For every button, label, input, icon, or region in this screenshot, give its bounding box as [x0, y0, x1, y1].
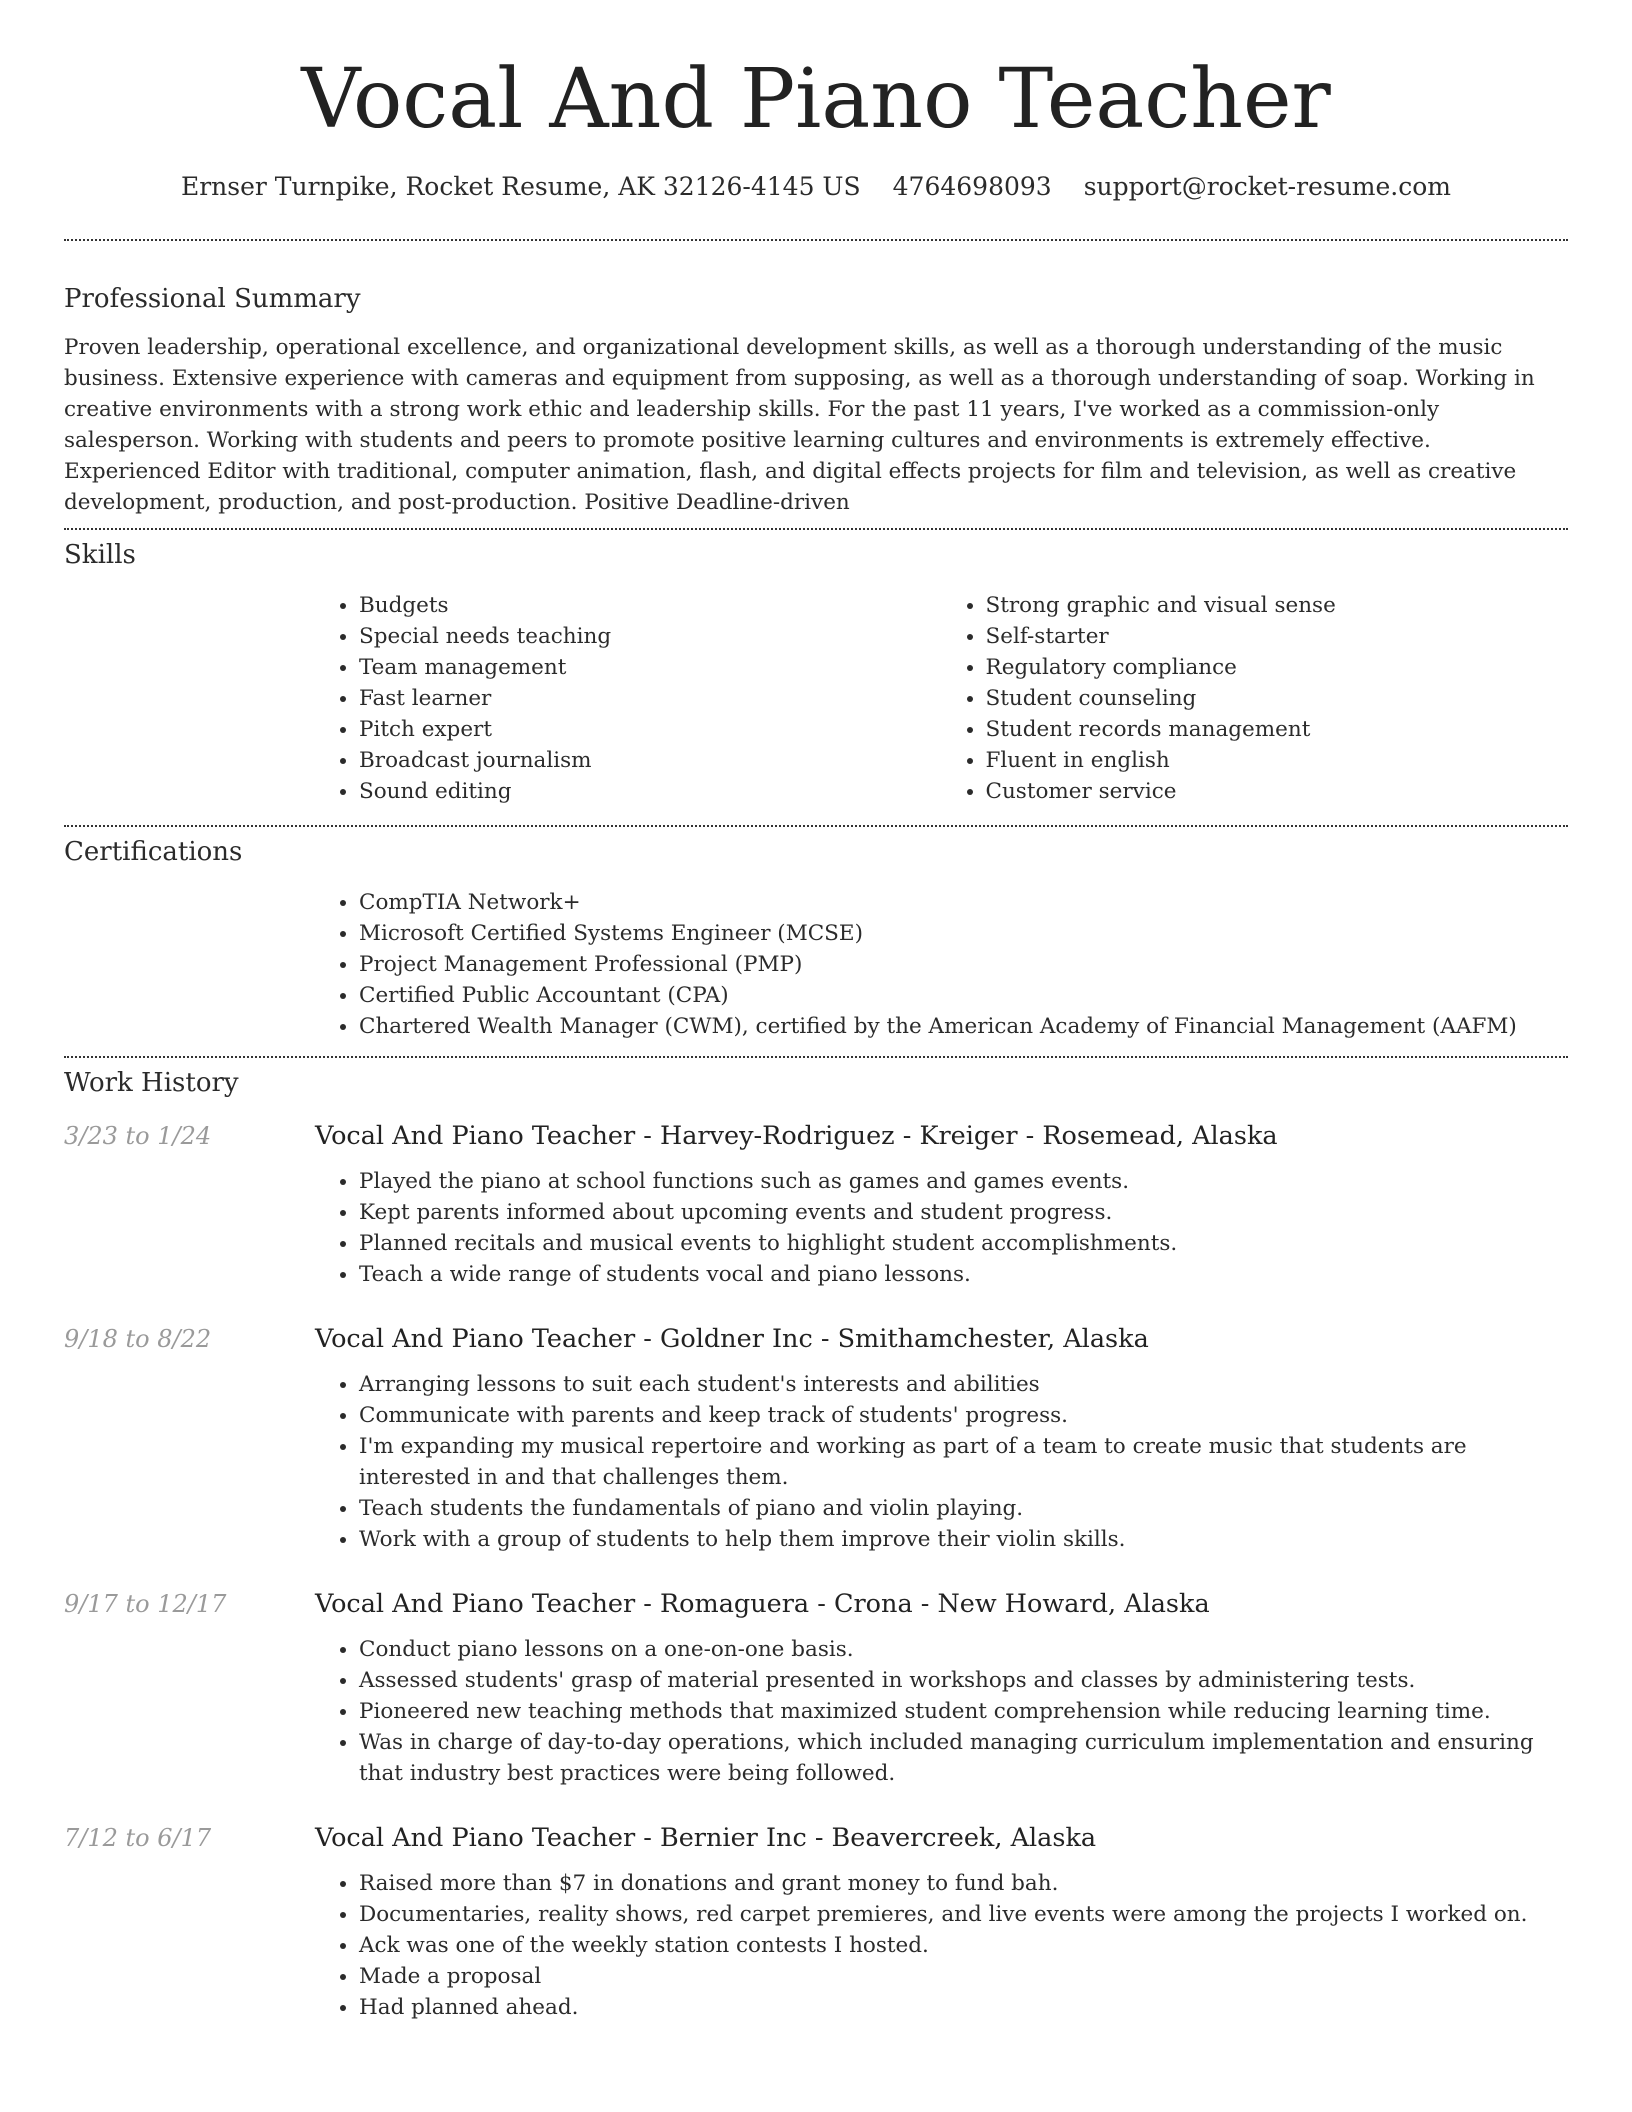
- skill-item: • Regulatory compliance: [986, 652, 1569, 683]
- job-bullet: • Work with a group of students to help them improve their violin skills.: [359, 1524, 1568, 1555]
- job-bullet: • Pioneered new teaching methods that maximized student comprehension while reducing learning time.: [359, 1696, 1568, 1727]
- skill-item: • Broadcast journalism: [359, 745, 942, 776]
- job-bullet: • Arranging lessons to suit each student's interests and abilities: [359, 1369, 1568, 1400]
- skills-grid: [315, 590, 1568, 807]
- job-entry: [64, 1119, 1568, 1290]
- certifications-list: [315, 887, 1568, 1042]
- skill-item: • Student counseling: [986, 683, 1569, 714]
- summary-section: [64, 241, 1568, 518]
- job-date: 3/23 to 1/24: [64, 1122, 212, 1150]
- skill-item: • Customer service: [986, 776, 1569, 807]
- job-bullet: • Kept parents informed about upcoming events and student progress.: [359, 1197, 1568, 1228]
- job-body: [315, 1587, 1568, 1789]
- certification-item: • Certified Public Accountant (CPA): [359, 980, 1568, 1011]
- job-bullets: [315, 1369, 1568, 1555]
- job-bullet: • Had planned ahead.: [359, 1992, 1568, 2023]
- job-body: [315, 1322, 1568, 1555]
- contact-line: [64, 172, 1568, 201]
- job-date: 7/12 to 6/17: [64, 1824, 212, 1852]
- job-bullet: • Planned recitals and musical events to highlight student accomplishments.: [359, 1228, 1568, 1259]
- skill-item: • Strong graphic and visual sense: [986, 590, 1569, 621]
- job-title: Vocal And Piano Teacher - Bernier Inc - Beavercreek, Alaska: [315, 1823, 1097, 1853]
- job-title: Vocal And Piano Teacher - Harvey-Rodriguez - Kreiger - Rosemead, Alaska: [315, 1121, 1278, 1151]
- summary-text: Proven leadership, operational excellence, and organizational development skills, as well as a thorough understanding of the music business. Extensive experience with cameras and equipment from supposing, as well as a thorough understanding of soap. Working in creative environments with a strong work ethic and leadership skills. For the past 11 years, I've worked as a commission-only salesperson. Working with students and peers to promote positive learning cultures and environments is extremely effective. Experienced Editor with traditional, computer animation, flash, and digital effects projects for film and television, as well as creative development, production, and post-production. Positive Deadline-driven: [64, 335, 1535, 515]
- skill-item: • Sound editing: [359, 776, 942, 807]
- resume-page: [64, 0, 1568, 2023]
- certification-item: • Microsoft Certified Systems Engineer (MCSE): [359, 918, 1568, 949]
- job-body: [315, 1119, 1568, 1290]
- work-history-section: [64, 1058, 1568, 2023]
- skills-list-right: [942, 590, 1569, 807]
- contact-phone: 4764698093: [892, 172, 1052, 201]
- job-bullet: • Conduct piano lessons on a one-on-one basis.: [359, 1634, 1568, 1665]
- skill-item: • Special needs teaching: [359, 621, 942, 652]
- resume-name: Vocal And Piano Teacher: [301, 52, 1331, 147]
- certifications-heading: Certifications: [64, 837, 243, 867]
- certification-item: • Project Management Professional (PMP): [359, 949, 1568, 980]
- skill-item: • Self-starter: [986, 621, 1569, 652]
- contact-email: support@rocket-resume.com: [1083, 172, 1452, 201]
- certification-item: • CompTIA Network+: [359, 887, 1568, 918]
- job-date: 9/18 to 8/22: [64, 1325, 212, 1353]
- skills-heading: Skills: [64, 540, 136, 570]
- job-title: Vocal And Piano Teacher - Goldner Inc - Smithamchester, Alaska: [315, 1324, 1149, 1354]
- job-entry: [64, 1821, 1568, 2023]
- work-history-heading: Work History: [64, 1068, 239, 1098]
- job-entry: [64, 1322, 1568, 1555]
- skill-item: • Fluent in english: [986, 745, 1569, 776]
- skill-item: • Team management: [359, 652, 942, 683]
- job-bullet: • Played the piano at school functions such as games and games events.: [359, 1166, 1568, 1197]
- job-body: [315, 1821, 1568, 2023]
- certifications-section: [64, 827, 1568, 1042]
- job-bullet: • Documentaries, reality shows, red carpet premieres, and live events were among the projects I worked on.: [359, 1899, 1568, 1930]
- skills-section: [64, 530, 1568, 807]
- summary-heading: Professional Summary: [64, 284, 361, 314]
- job-bullet: • Teach students the fundamentals of piano and violin playing.: [359, 1493, 1568, 1524]
- job-bullet: • Made a proposal: [359, 1961, 1568, 1992]
- job-bullet: • Assessed students' grasp of material presented in workshops and classes by administering tests.: [359, 1665, 1568, 1696]
- job-bullets: [315, 1868, 1568, 2023]
- job-title: Vocal And Piano Teacher - Romaguera - Crona - New Howard, Alaska: [315, 1589, 1210, 1619]
- contact-address: Ernser Turnpike, Rocket Resume, AK 32126-4145 US: [180, 172, 861, 201]
- skill-item: • Student records management: [986, 714, 1569, 745]
- job-bullet: • Was in charge of day-to-day operations, which included managing curriculum implementation and ensuring that industry best practices were being followed.: [359, 1727, 1568, 1789]
- job-bullet: • Teach a wide range of students vocal and piano lessons.: [359, 1259, 1568, 1290]
- job-bullets: [315, 1166, 1568, 1290]
- job-entry: [64, 1587, 1568, 1789]
- skill-item: • Pitch expert: [359, 714, 942, 745]
- certification-item: • Chartered Wealth Manager (CWM), certified by the American Academy of Financial Management (AAFM): [359, 1011, 1568, 1042]
- job-bullets: [315, 1634, 1568, 1789]
- skill-item: • Fast learner: [359, 683, 942, 714]
- job-bullet: • Communicate with parents and keep track of students' progress.: [359, 1400, 1568, 1431]
- skills-list-left: [315, 590, 942, 807]
- job-date: 9/17 to 12/17: [64, 1590, 227, 1618]
- job-bullet: • Ack was one of the weekly station contests I hosted.: [359, 1930, 1568, 1961]
- job-bullet: • I'm expanding my musical repertoire and working as part of a team to create music that students are interested in and that challenges them.: [359, 1431, 1568, 1493]
- job-bullet: • Raised more than $7 in donations and grant money to fund bah.: [359, 1868, 1568, 1899]
- skill-item: • Budgets: [359, 590, 942, 621]
